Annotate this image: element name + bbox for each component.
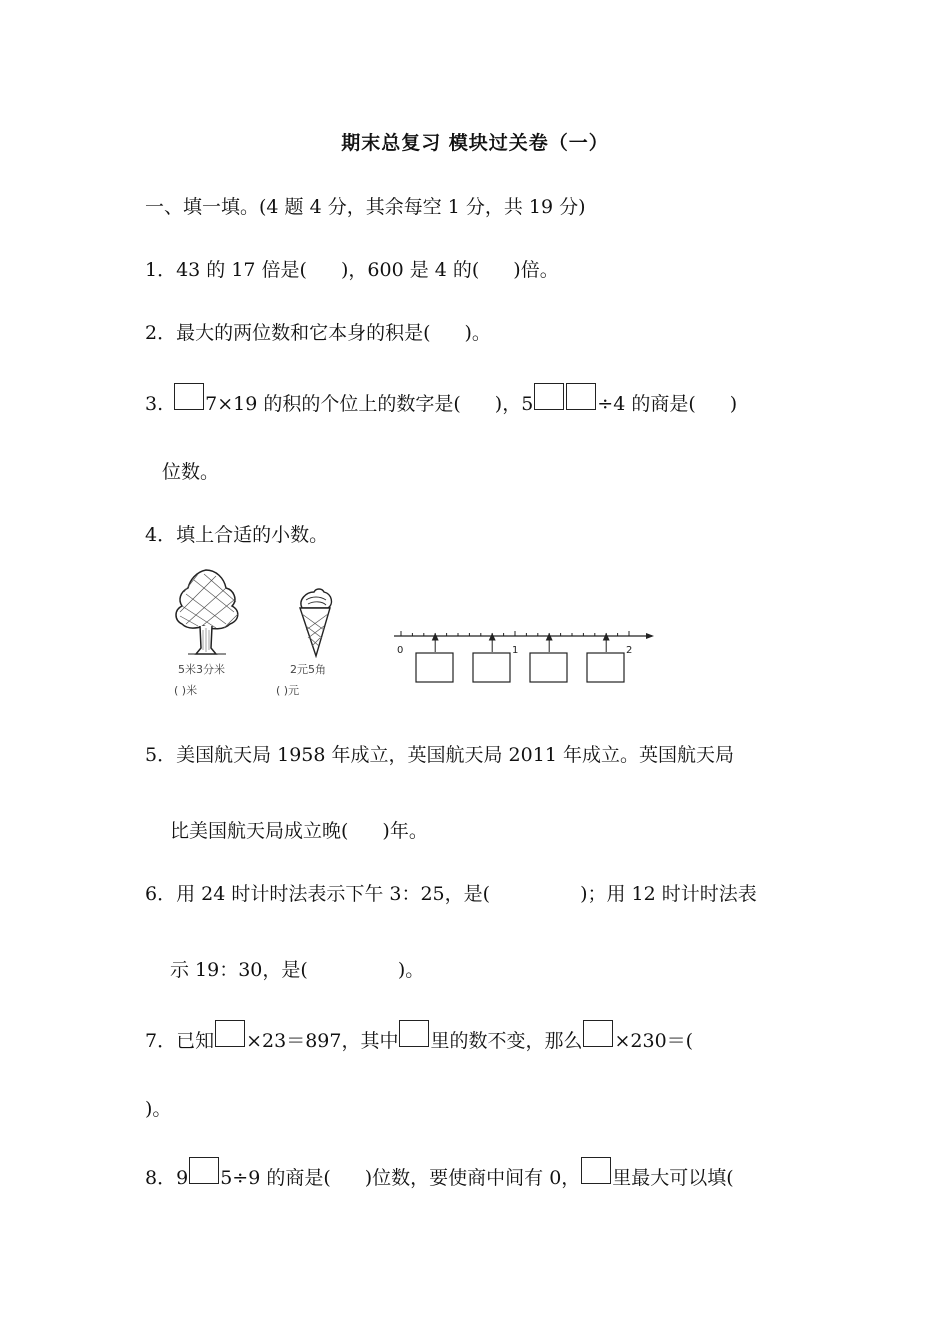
digit-box[interactable] bbox=[215, 1020, 245, 1047]
q1-text-c: )倍。 bbox=[513, 259, 559, 281]
question-7 bbox=[145, 1020, 693, 1054]
axis-label-2: 2 bbox=[626, 645, 633, 656]
digit-box[interactable] bbox=[581, 1157, 611, 1184]
digit-box[interactable] bbox=[399, 1020, 429, 1047]
q1-text-b: )，600 是 4 的( bbox=[340, 259, 480, 281]
q3-text-a: 7×19 的积的个位上的数字是( bbox=[205, 393, 461, 415]
q6-text-c: 示 19：30，是( bbox=[170, 959, 308, 981]
tree-answer-blank[interactable]: ( )米 bbox=[174, 684, 198, 697]
q2-text-b: )。 bbox=[464, 322, 491, 344]
answer-box[interactable] bbox=[530, 653, 567, 682]
q7-text-a: 7．已知 bbox=[145, 1030, 215, 1052]
q8-text-b: 5÷9 的商是( bbox=[220, 1167, 331, 1189]
answer-box[interactable] bbox=[587, 653, 624, 682]
q8-text-a: 8．9 bbox=[145, 1167, 189, 1189]
digit-box[interactable] bbox=[583, 1020, 613, 1047]
q3-text-d: ) bbox=[729, 393, 738, 415]
digit-box[interactable] bbox=[189, 1157, 219, 1184]
q7-text-b: ×23＝897，其中 bbox=[246, 1030, 399, 1052]
tree-length-label: 5米3分米 bbox=[178, 663, 225, 676]
axis-label-0: 0 bbox=[397, 645, 404, 656]
section-heading: 一、填一填。(4 题 4 分，其余每空 1 分，共 19 分) bbox=[145, 196, 586, 218]
question-5-cont bbox=[170, 818, 428, 844]
q3-text-b: )，5 bbox=[494, 393, 534, 415]
icecream-illustration bbox=[292, 586, 338, 658]
question-8 bbox=[145, 1157, 734, 1191]
question-6-cont bbox=[170, 957, 424, 983]
question-5: 5．美国航天局 1958 年成立，英国航天局 2011 年成立。英国航天局 bbox=[145, 744, 734, 766]
icecream-price-label: 2元5角 bbox=[290, 663, 326, 676]
q8-text-c: )位数，要使商中间有 0， bbox=[364, 1167, 581, 1189]
question-3 bbox=[145, 383, 737, 417]
q5-text-b: 比美国航天局成立晚( bbox=[170, 820, 349, 842]
q2-text-a: 2．最大的两位数和它本身的积是( bbox=[145, 322, 431, 344]
q5-text-c: )年。 bbox=[382, 820, 428, 842]
icecream-answer-blank[interactable]: ( )元 bbox=[276, 684, 300, 697]
q1-text-a: 1．43 的 17 倍是( bbox=[145, 259, 307, 281]
q3-text-c: ÷4 的商是( bbox=[597, 393, 696, 415]
q3-number: 3. bbox=[145, 393, 164, 415]
digit-box[interactable] bbox=[534, 383, 564, 410]
page-title: 期末总复习 模块过关卷（一） bbox=[341, 132, 609, 154]
number-line bbox=[388, 624, 660, 688]
q3-continuation: 位数。 bbox=[162, 461, 220, 483]
q6-text-d: )。 bbox=[397, 959, 425, 981]
question-6 bbox=[145, 881, 757, 907]
q6-text-a: 6．用 24 时计时法表示下午 3：25，是( bbox=[145, 883, 491, 905]
question-4: 4．填上合适的小数。 bbox=[145, 524, 329, 546]
q7-continuation: )。 bbox=[145, 1098, 172, 1120]
tree-illustration bbox=[168, 566, 244, 658]
answer-box[interactable] bbox=[473, 653, 510, 682]
question-1 bbox=[145, 257, 559, 283]
q6-text-b: )；用 12 时计时法表 bbox=[580, 883, 757, 905]
digit-box[interactable] bbox=[174, 383, 204, 410]
answer-box[interactable] bbox=[416, 653, 453, 682]
q8-text-d: 里最大可以填( bbox=[612, 1167, 734, 1189]
question-2 bbox=[145, 320, 491, 346]
digit-box[interactable] bbox=[566, 383, 596, 410]
q7-text-c: 里的数不变，那么 bbox=[430, 1030, 583, 1052]
axis-label-1: 1 bbox=[512, 645, 519, 656]
q7-text-d: ×230＝( bbox=[614, 1030, 694, 1052]
